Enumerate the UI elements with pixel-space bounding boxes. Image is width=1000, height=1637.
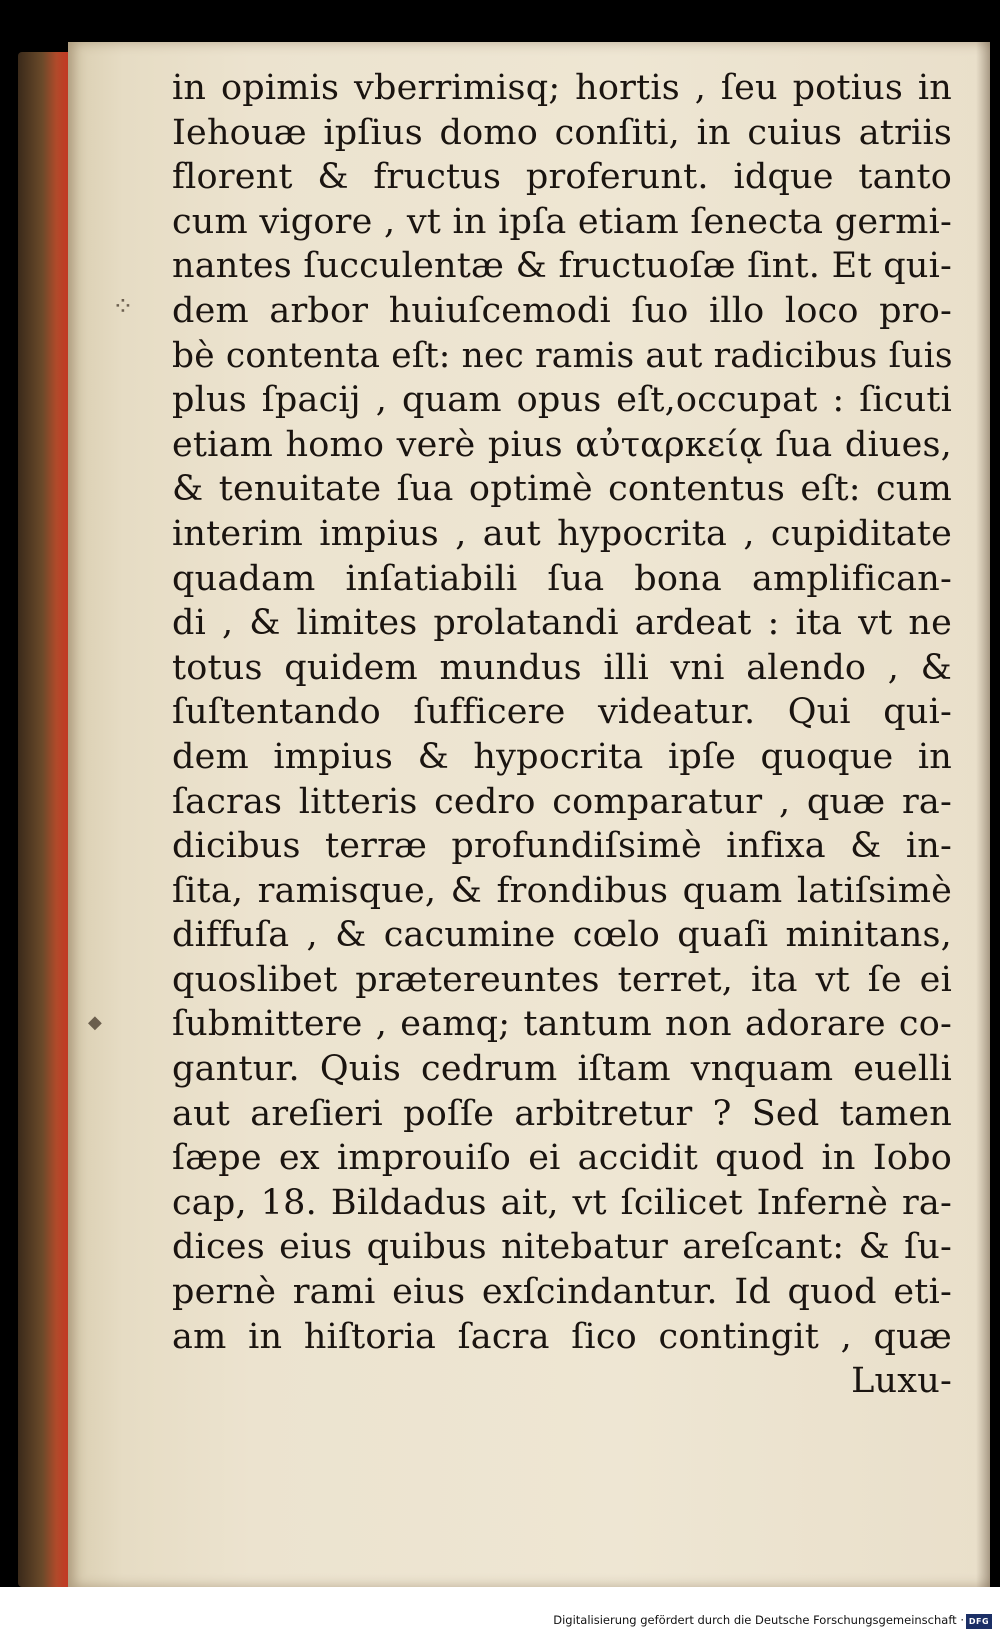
text-line: gantur. Quis cedrum iſtam vnquam euelli	[172, 1049, 952, 1090]
margin-mark: ◆	[88, 1012, 102, 1033]
text-line: quadam inſatiabili ſua bona amplifican-	[172, 558, 952, 599]
text-line: florent & fructus proferunt. idque tanto	[172, 157, 952, 198]
catchword: Luxu-	[851, 1361, 952, 1402]
text-line: ſubmittere , eamq; tantum non adorare co-	[172, 1004, 952, 1045]
text-line: interim impius , aut hypocrita , cupiditate	[172, 513, 952, 554]
dfg-logo: DFG	[966, 1614, 992, 1629]
text-line: dicibus terræ profundiſsimè infixa & in-	[172, 826, 952, 867]
text-line: pernè rami eius exſcindantur. Id quod eti-	[172, 1272, 952, 1313]
text-line: etiam homo verè pius αὐταρκείᾳ ſua diues,	[172, 424, 952, 465]
text-line: quoslibet prætereuntes terret, ita vt ſe ei	[172, 959, 952, 1000]
text-line: dem arbor huiuſcemodi ſuo illo loco pro-	[172, 290, 952, 331]
text-line: dem impius & hypocrita ipſe quoque in	[172, 736, 952, 777]
text-line: bè contenta eſt: nec ramis aut radicibus ſuis	[172, 335, 953, 376]
text-line: cum vigore , vt in ipſa etiam ſenecta germi-	[172, 201, 952, 242]
footer-bar	[0, 1587, 1000, 1637]
text-line: am in hiſtoria ſacra ſico contingit , quæ	[172, 1316, 952, 1357]
text-line: nantes ſucculentæ & fructuoſæ ſint. Et qui-	[172, 246, 952, 287]
text-line: aut areſieri poſſe arbitretur ? Sed tamen	[172, 1093, 952, 1134]
text-line: diffuſa , & cacumine cœlo quaſi minitans,	[172, 915, 952, 956]
text-line: plus ſpacij , quam opus eſt,occupat : ſicuti	[172, 380, 952, 421]
text-line: dices eius quibus nitebatur areſcant: & ſu-	[172, 1227, 952, 1268]
text-line: di , & limites prolatandi ardeat : ita vt ne	[172, 603, 952, 644]
text-line: ſuſtentando ſufficere videatur. Qui qui-	[172, 692, 952, 733]
page-shadow	[976, 42, 990, 1587]
text-line: in opimis vberrimisq; hortis , ſeu potius in	[172, 68, 952, 108]
text-line: ſacras litteris cedro comparatur , quæ ra-	[172, 781, 952, 822]
margin-mark: ⁘	[112, 292, 134, 322]
text-line: totus quidem mundus illi vni alendo , &	[172, 647, 952, 688]
body-text	[172, 66, 952, 1404]
text-line: ſita, ramisque, & frondibus quam latiſsimè	[172, 870, 952, 911]
text-line: ſæpe ex improuiſo ei accidit quod in Iobo	[172, 1138, 952, 1179]
funding-credit: Digitalisierung gefördert durch die Deutsche Forschungsgemeinschaft ·	[553, 1613, 964, 1627]
text-line: cap, 18. Bildadus ait, vt ſcilicet Infernè ra-	[172, 1182, 952, 1223]
text-line: & tenuitate ſua optimè contentus eſt: cum	[172, 469, 952, 510]
text-line: Iehouæ ipſius domo conſiti, in cuius atriis	[172, 112, 952, 153]
